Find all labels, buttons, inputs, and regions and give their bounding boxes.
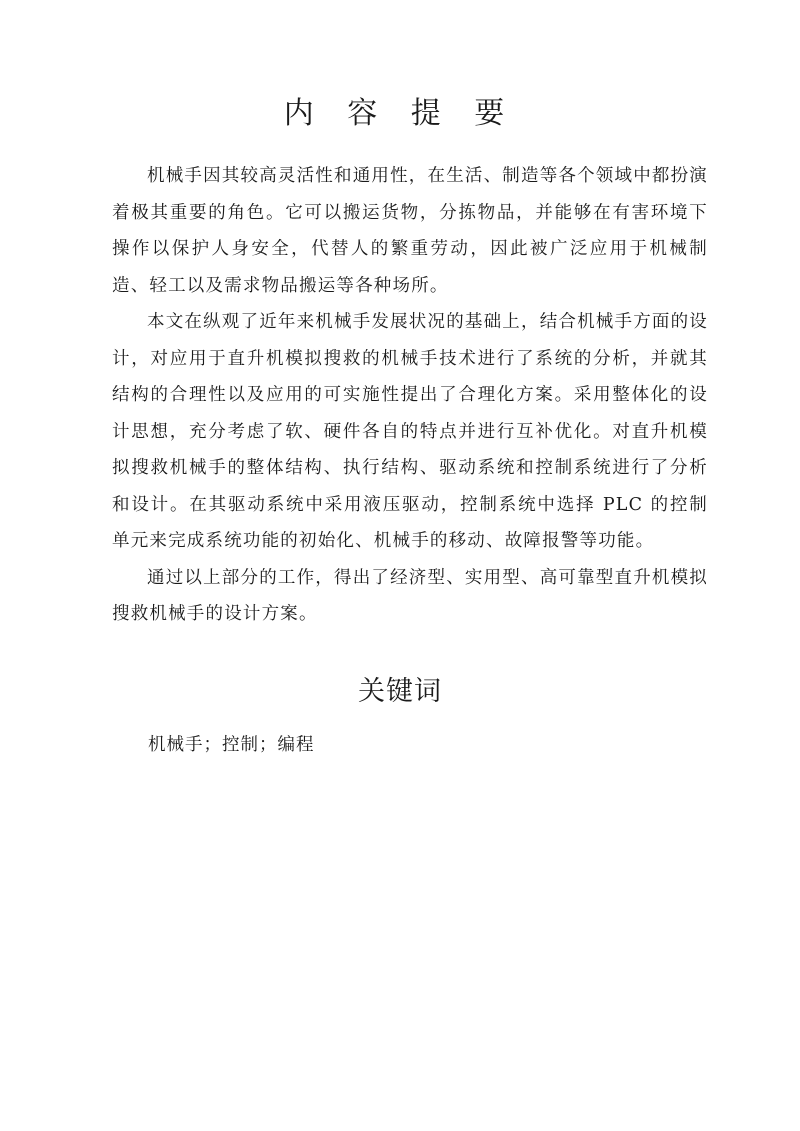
abstract-paragraph-3: 通过以上部分的工作，得出了经济型、实用型、高可靠型直升机模拟搜救机械手的设计方案。	[112, 567, 708, 624]
keywords-heading: 关键词	[358, 676, 442, 707]
abstract-paragraph-2: 本文在纵观了近年来机械手发展状况的基础上，结合机械手方面的设计，对应用于直升机模拟搜救的机械手技术进行了系统的分析，并就其结构的合理性以及应用的可实施性提出了合理化方案。采用整体化的设计思想，充分考虑了软、硬件各自的特点并进行互补优化。对直升机模拟搜救机械手的整体结构、执行结构、驱动系统和控制系统进行了分析和设计。在其驱动系统中采用液压驱动，控制系统中选择 PLC 的控制单元来完成系统功能的初始化、机械手的移动、故障报警等功能。	[112, 312, 708, 551]
keywords-line: 机械手；控制；编程	[148, 735, 315, 755]
abstract-body	[112, 158, 708, 633]
abstract-title: 内 容 提 要	[283, 96, 517, 131]
abstract-paragraph-1: 机械手因其较高灵活性和通用性，在生活、制造等各个领域中都扮演着极其重要的角色。它可以搬运货物，分拣物品，并能够在有害环境下操作以保护人身安全，代替人的繁重劳动，因此被广泛应用于机械制造、轻工以及需求物品搬运等各种场所。	[112, 166, 708, 296]
